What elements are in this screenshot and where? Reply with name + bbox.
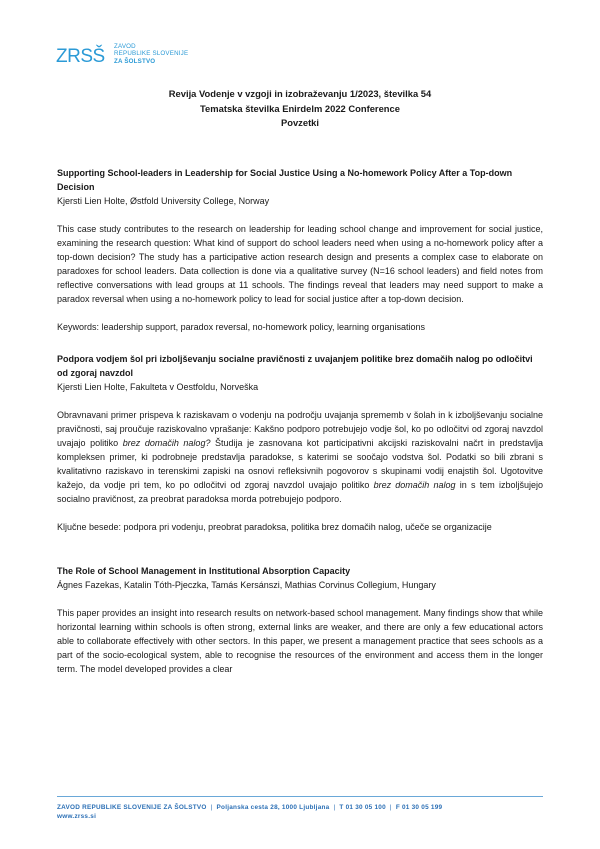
section-title: Povzetki bbox=[280, 117, 320, 128]
logo-line-3: ZA ŠOLSTVO bbox=[114, 57, 156, 65]
article-2-keywords: Ključne besede: podpora pri vodenju, preobrat paradoksa, politika brez domačih nalog, učeče se organizacije bbox=[57, 522, 492, 532]
issue-title: Tematska številka Enirdelm 2022 Conference bbox=[200, 102, 400, 114]
article-2-abstract bbox=[57, 408, 543, 506]
article-3-authors: Ágnes Fazekas, Katalin Tóth-Pjeczka, Tamás Kersánszi, Mathias Corvinus Collegium, Hungary bbox=[57, 580, 436, 590]
zrss-logo bbox=[56, 40, 188, 68]
logo-line-1: ZAVOD bbox=[114, 42, 136, 50]
abstract-text: in s tem izboljšujejo socialno pravičnost, za preobrat paradoksa morda potrebujejo podporo. bbox=[57, 480, 543, 504]
document-body bbox=[57, 166, 543, 676]
article-2-authors: Kjersti Lien Holte, Fakulteta v Oestfoldu, Norveška bbox=[57, 382, 259, 392]
article-3-title: The Role of School Management in Institutional Absorption Capacity bbox=[57, 566, 351, 576]
journal-title: Revija Vodenje v vzgoji in izobraževanju 1/2023, številka 54 bbox=[168, 88, 432, 99]
article-1-abstract: This case study contributes to the research on leadership for leading school change and improvement for social justice, examining the research question: What kind of support do school leaders need when using a no-homework policy after a top-down decision? The study has a participative action research design and presents a complex case to elaborate on paradoxes for school leaders. Data collection is done via a qualitative survey (N=16 school leaders) and field notes from reflective conversations with lead groups at 11 schools. The findings reveal that leaders may need support to make a paradox reversal when using a no-homework policy to lead for social justice after a top-down decision. bbox=[57, 224, 543, 304]
footer-fax: F 01 30 05 199 bbox=[395, 804, 443, 811]
article-3-abstract: This paper provides an insight into research results on network-based school management. Many findings show that while horizontal learning within schools is often strong, external links are weaker, and there are only a few educational actors able to collaborate effectively with other sectors. In this paper, we present a management practice that sees schools as a part of the socio-ecological system, able to recognise the resources of the environment and access them in the longer term. The model developed provides a clear bbox=[57, 608, 543, 674]
abstract-text: Študija je zasnovana kot participativni akcijski raziskovalni načrt in predstavlja kompleksen primer, ki podrobneje predstavlja paradokse, s katerimi se soočajo vodstva šol. Podatki so bili zbrani s kvalitativno raziskavo in terenskimi zapiski na osnovi refleksivnih pogovorov s skupinami vodij enajstih šol. Ugotovitve kažejo, da vodje pri tem, ko po odločitvi od zgoraj navzdol uvajajo politiko bbox=[57, 438, 543, 490]
zrss-logo-mark bbox=[56, 40, 108, 68]
logo-line-2: REPUBLIKE SLOVENIJE bbox=[114, 50, 189, 58]
footer-org: ZAVOD REPUBLIKE SLOVENIJE ZA ŠOLSTVO bbox=[57, 804, 207, 811]
footer-separator: | bbox=[210, 804, 213, 811]
footer-website[interactable]: www.zrss.si bbox=[57, 813, 97, 820]
svg-text:ZRSŠ: ZRSŠ bbox=[56, 46, 105, 67]
abstract-emphasis: brez domačih nalog bbox=[373, 480, 456, 490]
footer-separator: | bbox=[389, 804, 392, 811]
footer-tel: T 01 30 05 100 bbox=[339, 804, 386, 811]
article-1-title: Supporting School-leaders in Leadership for Social Justice Using a No-homework Policy After a Top-down Decision bbox=[57, 168, 513, 192]
footer-address: Poljanska cesta 28, 1000 Ljubljana bbox=[216, 804, 330, 811]
abstract-text: Obravnavani primer prispeva k raziskavam o vodenju na področju uvajanja sprememb v šolah in k izboljševanju socialne pravičnosti, saj proučuje raziskovalno vprašanje: Kakšno podporo potrebujejo vodje šol, ko po odločitvi od zgoraj navzdol uvajajo politiko bbox=[57, 410, 543, 448]
footer-contact bbox=[57, 803, 543, 812]
page-footer bbox=[57, 796, 543, 821]
article-2-title: Podpora vodjem šol pri izboljševanju socialne pravičnosti z uvajanjem politike brez domačih nalog po odločitvi od zgoraj navzdol bbox=[57, 354, 533, 378]
document-header bbox=[0, 87, 600, 131]
logo-text bbox=[114, 43, 188, 65]
footer-separator: | bbox=[333, 804, 336, 811]
article-1-authors: Kjersti Lien Holte, Østfold University College, Norway bbox=[57, 196, 270, 206]
abstract-emphasis: brez domačih nalog? bbox=[122, 438, 211, 448]
article-1-keywords: Keywords: leadership support, paradox reversal, no-homework policy, learning organisations bbox=[57, 322, 426, 332]
